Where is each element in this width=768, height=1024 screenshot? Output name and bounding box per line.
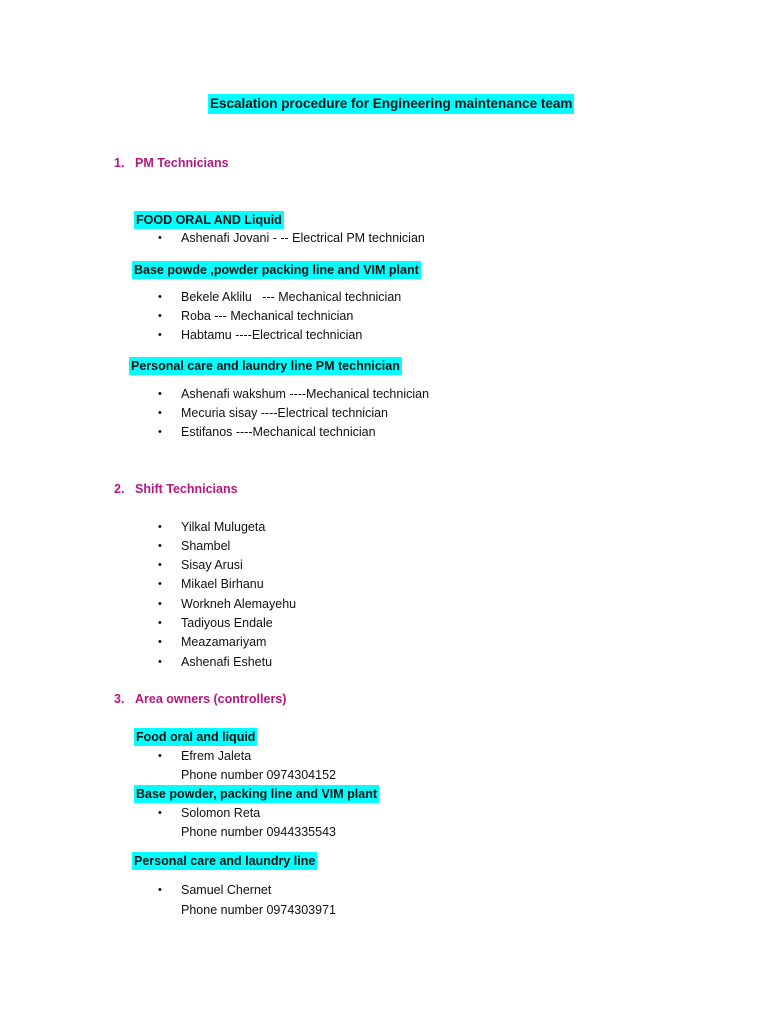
list-item: Ashenafi wakshum ----Mechanical technician bbox=[181, 387, 430, 401]
area-owner-name: Samuel Chernet bbox=[181, 883, 272, 897]
bullet-icon: • bbox=[158, 310, 162, 322]
list-item: Tadiyous Endale bbox=[181, 616, 273, 630]
list-item: Ashenafi Jovani - -- Electrical PM technician bbox=[181, 231, 425, 245]
area-food-oral-liquid-label: Food oral and liquid bbox=[136, 730, 256, 744]
bullet-icon: • bbox=[158, 291, 162, 303]
bullet-icon: • bbox=[158, 884, 162, 896]
group-personal-care-label: Personal care and laundry line PM technician bbox=[131, 359, 400, 373]
section-3-number: 3. bbox=[114, 692, 125, 706]
bullet-icon: • bbox=[158, 407, 162, 419]
area-personal-care-label: Personal care and laundry line bbox=[134, 854, 316, 868]
bullet-icon: • bbox=[158, 329, 162, 341]
bullet-icon: • bbox=[158, 656, 162, 668]
list-item: Estifanos ----Mechanical technician bbox=[181, 425, 376, 439]
list-item: Mecuria sisay ----Electrical technician bbox=[181, 406, 389, 420]
bullet-icon: • bbox=[158, 559, 162, 571]
bullet-icon: • bbox=[158, 578, 162, 590]
area-owner-phone: Phone number 0974304152 bbox=[181, 768, 336, 782]
list-item: Habtamu ----Electrical technician bbox=[181, 328, 363, 342]
list-item: Yilkal Mulugeta bbox=[181, 520, 266, 534]
bullet-icon: • bbox=[158, 388, 162, 400]
bullet-icon: • bbox=[158, 232, 162, 244]
list-item: Meazamariyam bbox=[181, 635, 267, 649]
bullet-icon: • bbox=[158, 426, 162, 438]
section-2-heading: Shift Technicians bbox=[135, 482, 238, 496]
section-2-number: 2. bbox=[114, 482, 125, 496]
list-item: Sisay Arusi bbox=[181, 558, 243, 572]
document-title: Escalation procedure for Engineering maintenance team bbox=[208, 94, 574, 114]
bullet-icon: • bbox=[158, 521, 162, 533]
bullet-icon: • bbox=[158, 636, 162, 648]
list-item: Mikael Birhanu bbox=[181, 577, 264, 591]
area-owner-name: Efrem Jaleta bbox=[181, 749, 252, 763]
area-owner-phone: Phone number 0974303971 bbox=[181, 903, 336, 917]
bullet-icon: • bbox=[158, 807, 162, 819]
bullet-icon: • bbox=[158, 598, 162, 610]
bullet-icon: • bbox=[158, 540, 162, 552]
group-food-oral-liquid-label: FOOD ORAL AND Liquid bbox=[136, 213, 282, 227]
section-3-heading: Area owners (controllers) bbox=[135, 692, 287, 706]
list-item: Bekele Aklilu --- Mechanical technician bbox=[181, 290, 402, 304]
area-base-powder-label: Base powder, packing line and VIM plant bbox=[136, 787, 378, 801]
bullet-icon: • bbox=[158, 750, 162, 762]
list-item: Workneh Alemayehu bbox=[181, 597, 297, 611]
bullet-icon: • bbox=[158, 617, 162, 629]
group-base-powder-label: Base powde ,powder packing line and VIM plant bbox=[134, 263, 419, 277]
area-owner-name: Solomon Reta bbox=[181, 806, 261, 820]
section-1-heading: PM Technicians bbox=[135, 156, 229, 170]
section-1-number: 1. bbox=[114, 156, 125, 170]
list-item: Roba --- Mechanical technician bbox=[181, 309, 354, 323]
list-item: Shambel bbox=[181, 539, 231, 553]
list-item: Ashenafi Eshetu bbox=[181, 655, 273, 669]
area-owner-phone: Phone number 0944335543 bbox=[181, 825, 336, 839]
